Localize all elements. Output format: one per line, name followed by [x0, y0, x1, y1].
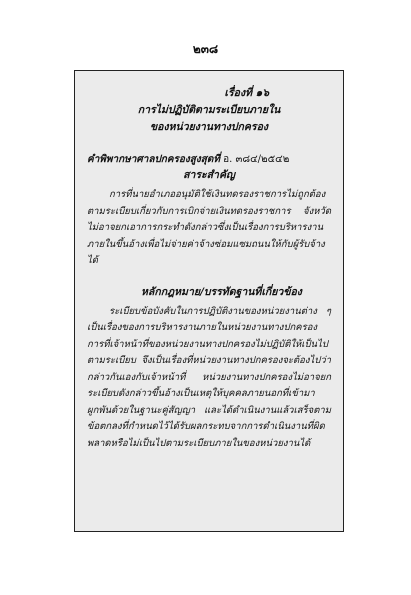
case-number: อ. ๓๘๔/๒๕๔๒: [223, 154, 290, 165]
case-reference: [87, 152, 331, 167]
topic-title-line-2: ของหน่วยงานทางปกครอง: [149, 121, 269, 133]
summary-text: การที่นายอำเภออนุมัติใช้เงินทดรองราชการไม่ถูกต้องตามระเบียบเกี่ยวกับการเบิกจ่ายเงินทดรองราชการ จังหวัดไม่อาจยกเอาการกระทำดังกล่าวซึ่งเป็นเรื่องการบริหารงานภายในขึ้นอ้างเพื่อไม่จ่ายค่าจ้างซ่อมแซมถนนให้กับผู้รับจ้างได้: [87, 189, 331, 266]
topic-number: เรื่องที่ ๑๖: [224, 87, 269, 99]
topic-title-line-1: การไม่ปฏิบัติตามระเบียบภายใน: [137, 104, 281, 116]
court-name: คำพิพากษาศาลปกครองสูงสุดที่: [87, 154, 220, 165]
content-box: [74, 70, 344, 532]
principles-heading: หลักกฎหมาย/บรรทัดฐานที่เกี่ยวข้อง: [141, 285, 302, 298]
topic-title: [87, 85, 331, 136]
summary-heading: สาระสำคัญ: [183, 169, 235, 181]
page-number: ๒๓๘: [192, 42, 219, 56]
principles-text: ระเบียบข้อบังคับในการปฏิบัติงานของหน่วยงานต่าง ๆ เป็นเรื่องของการบริหารงานภายในหน่วยงานทางปกครอง การที่เจ้าหน้าที่ของหน่วยงานทางปกครองไม่ปฏิบัติให้เป็นไปตามระเบียบ จึงเป็นเรื่องที่หน่วยงานทางปกครองจะต้องไปว่ากล่าวกันเองกับเจ้าหน้าที่ หน่วยงานทางปกครองไม่อาจยกระเบียบดังกล่าวขึ้นอ้างเป็นเหตุให้บุคคลภายนอกที่เข้ามาผูกพันด้วยในฐานะคู่สัญญา และได้ดำเนินงานแล้วเสร็จตามข้อตกลงที่กำหนดไว้ได้รับผลกระทบจากการดำเนินงานที่ผิดพลาดหรือไม่เป็นไปตามระเบียบภายในของหน่วยงานได้: [87, 305, 331, 449]
